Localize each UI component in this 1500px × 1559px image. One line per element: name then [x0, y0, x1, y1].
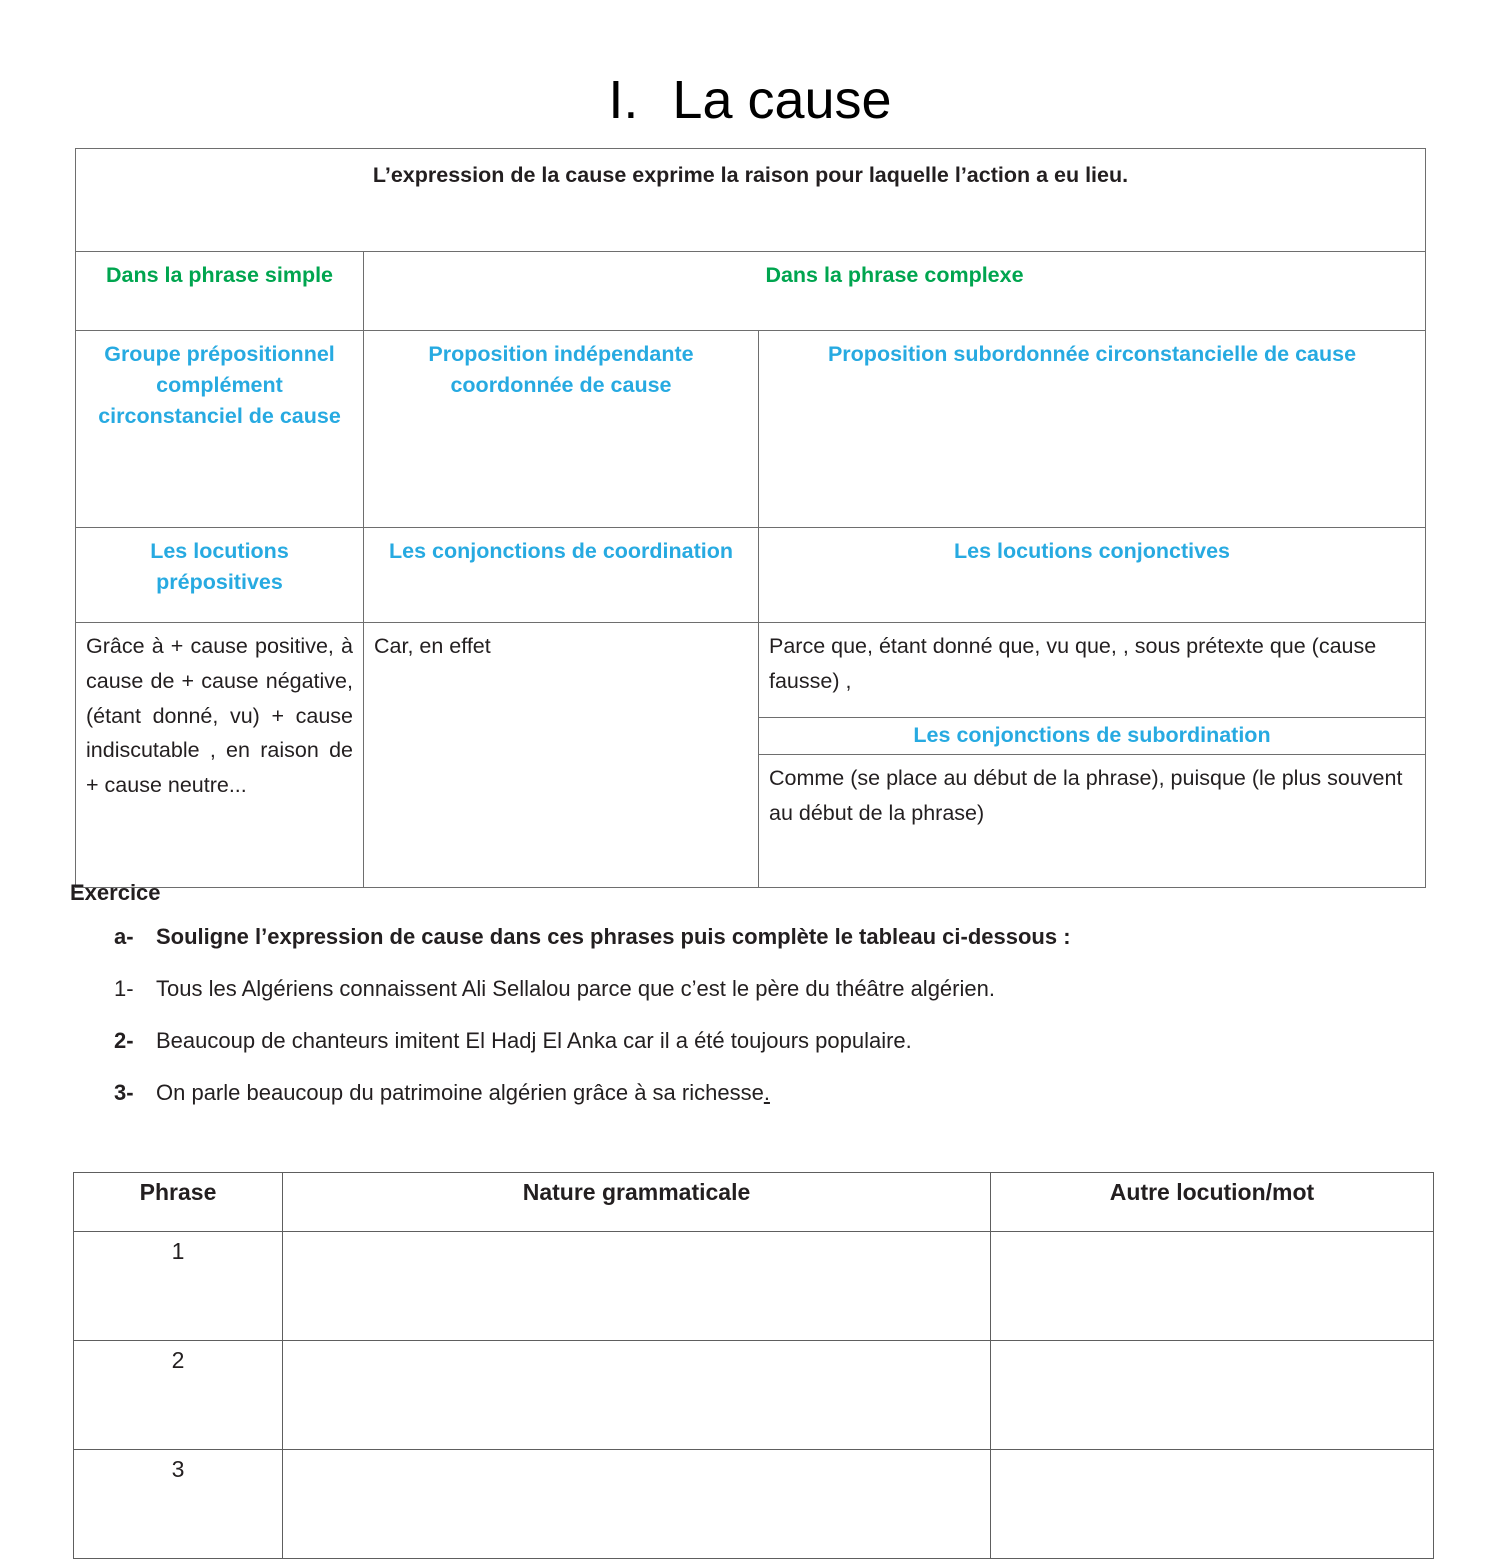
nested-subhead-row: [759, 718, 1425, 755]
exercise-instruction: [114, 924, 1440, 950]
body-locutions-prepositives: Grâce à + cause positive, à cause de + cause négative, (étant donné, vu) + cause indiscutable , en raison de + cause neutre...: [76, 623, 364, 888]
header-conjonctions-coordination: Les conjonctions de coordination: [364, 528, 759, 623]
table-row: [74, 1341, 1434, 1450]
exercise-item-2: [114, 1028, 1440, 1054]
grammar-intro-cell: L’expression de la cause exprime la raison pour laquelle l’action a eu lieu.: [76, 149, 1426, 252]
answer-row-3-nature[interactable]: [283, 1450, 991, 1559]
nested-locutions-row: [759, 623, 1425, 718]
answer-row-3-phrase: 3: [74, 1450, 283, 1559]
grammar-level3-row: [76, 528, 1426, 623]
header-proposition-subordonnee: Proposition subordonnée circonstancielle de cause: [759, 331, 1426, 528]
nested-conjonctions-row: [759, 755, 1425, 860]
exercise-item-3-text: [156, 1080, 770, 1106]
exercise-item-1-marker: 1-: [114, 976, 134, 1001]
exercise-item-2-text: Beaucoup de chanteurs imitent El Hadj El Anka car il a été toujours populaire.: [156, 1028, 912, 1053]
table-row: [74, 1450, 1434, 1559]
header-conjonctions-subordination: Les conjonctions de subordination: [759, 718, 1425, 755]
answer-row-2-phrase: 2: [74, 1341, 283, 1450]
answer-row-1-phrase: 1: [74, 1232, 283, 1341]
exercise-instruction-text: Souligne l’expression de cause dans ces phrases puis complète le tableau ci-dessous :: [156, 924, 1071, 949]
body-conjonctions-coordination: Car, en effet: [364, 623, 759, 888]
header-locutions-conjonctives: Les locutions conjonctives: [759, 528, 1426, 623]
grammar-body-row: [76, 623, 1426, 888]
grammar-table: [75, 148, 1426, 888]
body-conjonctions-subordination: Comme (se place au début de la phrase), puisque (le plus souvent au début de la phrase): [769, 766, 1403, 825]
header-dans-la-phrase-simple: Dans la phrase simple: [76, 252, 364, 331]
answer-header-autre: Autre locution/mot: [991, 1173, 1434, 1232]
answer-header-phrase: Phrase: [74, 1173, 283, 1232]
answer-row-2-autre[interactable]: [991, 1341, 1434, 1450]
page-title-number: I.: [608, 70, 639, 130]
exercise-item-3-underlined-period: .: [763, 1080, 770, 1105]
exercise-item-1-text: Tous les Algériens connaissent Ali Sellalou parce que c’est le père du théâtre algérien.: [156, 976, 995, 1001]
grammar-intro-row: [76, 149, 1426, 252]
nested-subordination-table: [759, 623, 1425, 859]
answer-row-3-autre[interactable]: [991, 1450, 1434, 1559]
exercise-heading: Exercice: [70, 880, 161, 905]
exercise-item-3-sentence: On parle beaucoup du patrimoine algérien grâce à sa richesse: [156, 1080, 764, 1105]
exercise-instruction-marker: a-: [114, 924, 134, 949]
exercise-item-3-marker: 3-: [114, 1080, 134, 1105]
answer-row-2-nature[interactable]: [283, 1341, 991, 1450]
table-row: [74, 1232, 1434, 1341]
answer-table-header-row: [74, 1173, 1434, 1232]
exercise-item-2-marker: 2-: [114, 1028, 134, 1053]
header-groupe-prepositionnel: Groupe prépositionnel complément circonstanciel de cause: [76, 331, 364, 528]
page-title: [0, 0, 1500, 135]
page-title-text: La cause: [672, 70, 892, 130]
exercise-item-3: [114, 1080, 1440, 1106]
grammar-level1-row: [76, 252, 1426, 331]
answer-row-1-nature[interactable]: [283, 1232, 991, 1341]
answer-table: [73, 1172, 1434, 1559]
header-proposition-independante: Proposition indépendante coordonnée de cause: [364, 331, 759, 528]
header-dans-la-phrase-complexe: Dans la phrase complexe: [364, 252, 1426, 331]
answer-row-1-autre[interactable]: [991, 1232, 1434, 1341]
body-subordination-group: [759, 623, 1426, 888]
grammar-level2-row: [76, 331, 1426, 528]
exercise-item-1: [114, 976, 1440, 1002]
exercise-section: [70, 880, 1440, 1132]
body-locutions-conjonctives: Parce que, étant donné que, vu que, , sous prétexte que (cause fausse) ,: [759, 623, 1425, 718]
answer-header-nature: Nature grammaticale: [283, 1173, 991, 1232]
header-locutions-prepositives: Les locutions prépositives: [76, 528, 364, 623]
